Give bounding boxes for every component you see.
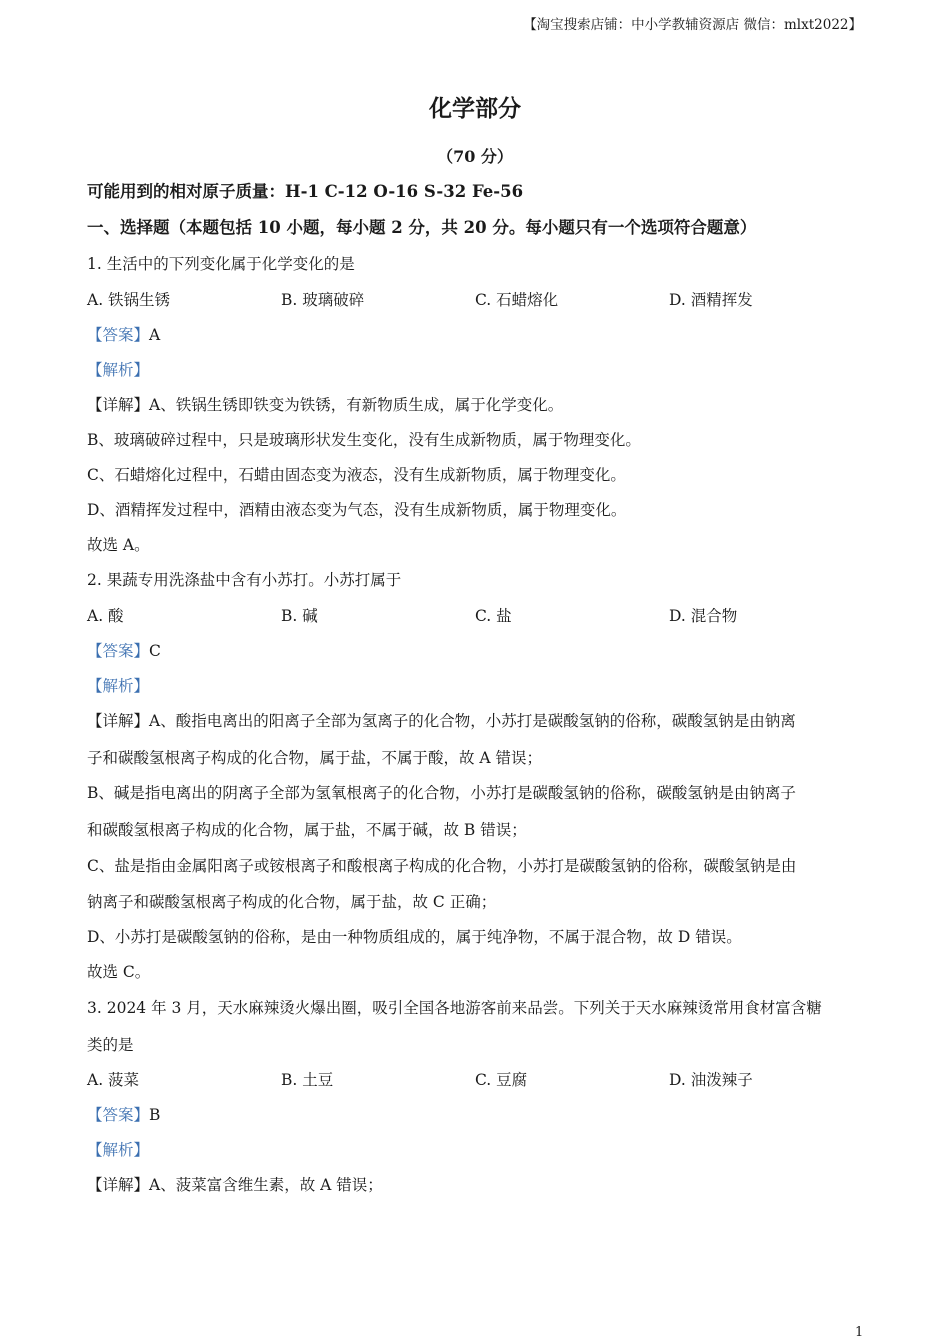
analysis-label: 【解析】	[87, 361, 150, 379]
detail-label: 【详解】	[87, 396, 150, 414]
q2-option-a: A. 酸	[87, 607, 124, 625]
q3-analysis	[87, 1140, 149, 1160]
q1-detail-c: C、石蜡熔化过程中，石蜡由固态变为液态，没有生成新物质，属于物理变化。	[87, 466, 626, 484]
analysis-label: 【解析】	[87, 677, 150, 695]
q2-option-b: B. 碱	[281, 607, 318, 625]
detail-label: 【详解】	[87, 712, 150, 730]
q1-option-d: D. 酒精挥发	[669, 291, 753, 309]
q3-stem-line2: 类的是	[87, 1036, 134, 1054]
section-heading: 一、选择题（本题包括 10 小题，每小题 2 分，共 20 分。每小题只有一个选项符合题意）	[87, 218, 757, 237]
q2-option-c: C. 盐	[475, 607, 512, 625]
q1-answer	[87, 325, 160, 345]
answer-label: 【答案】	[87, 326, 150, 344]
header-note: 【淘宝搜索店铺：中小学教辅资源店 微信：mlxt2022】	[523, 17, 862, 33]
q1-detail-a	[87, 395, 563, 415]
q1-stem: 1. 生活中的下列变化属于化学变化的是	[87, 255, 355, 273]
q2-answer-value: C	[149, 642, 161, 660]
q3-answer-value: B	[149, 1106, 161, 1124]
q3-option-d: D. 油泼辣子	[669, 1071, 753, 1089]
q1-option-b: B. 玻璃破碎	[281, 291, 365, 309]
total-score: （70 分）	[437, 147, 513, 166]
q1-option-a: A. 铁锅生锈	[87, 291, 171, 309]
q1-detail-a-text: A、铁锅生锈即铁变为铁锈，有新物质生成，属于化学变化。	[149, 396, 564, 414]
q2-detail-b2: 和碳酸氢根离子构成的化合物，属于盐，不属于碱，故 B 错误；	[87, 821, 527, 839]
q1-conclusion: 故选 A。	[87, 536, 150, 554]
q2-conclusion: 故选 C。	[87, 963, 151, 981]
q3-option-a: A. 菠菜	[87, 1071, 140, 1089]
q1-detail-d: D、酒精挥发过程中，酒精由液态变为气态，没有生成新物质，属于物理变化。	[87, 501, 627, 519]
q3-answer	[87, 1105, 160, 1125]
q2-detail-a1	[87, 711, 796, 731]
q2-detail-c1: C、盐是指由金属阳离子或铵根离子和酸根离子构成的化合物，小苏打是碳酸氢钠的俗称，碳酸氢钠是由	[87, 857, 797, 875]
page-title: 化学部分	[429, 95, 521, 122]
q1-analysis	[87, 360, 149, 380]
q3-detail-a-text: A、菠菜富含维生素，故 A 错误；	[149, 1176, 383, 1194]
q1-option-c: C. 石蜡熔化	[475, 291, 559, 309]
q1-detail-b: B、玻璃破碎过程中，只是玻璃形状发生变化，没有生成新物质，属于物理变化。	[87, 431, 641, 449]
q2-answer	[87, 641, 161, 661]
q2-detail-c2: 钠离子和碳酸氢根离子构成的化合物，属于盐，故 C 正确；	[87, 893, 497, 911]
answer-label: 【答案】	[87, 642, 150, 660]
q2-detail-a1-text: A、酸指电离出的阳离子全部为氢离子的化合物，小苏打是碳酸氢钠的俗称，碳酸氢钠是由钠离	[149, 712, 796, 730]
q2-option-d: D. 混合物	[669, 607, 738, 625]
q2-detail-d: D、小苏打是碳酸氢钠的俗称，是由一种物质组成的，属于纯净物，不属于混合物，故 D 错误。	[87, 928, 742, 946]
q2-analysis	[87, 676, 149, 696]
q3-stem-line1: 3. 2024 年 3 月，天水麻辣烫火爆出圈，吸引全国各地游客前来品尝。下列关于天水麻辣烫常用食材富含糖	[87, 999, 822, 1017]
q3-detail-a	[87, 1175, 383, 1195]
atomic-masses: 可能用到的相对原子质量：H-1 C-12 O-16 S-32 Fe-56	[87, 182, 524, 201]
q2-detail-a2: 子和碳酸氢根离子构成的化合物，属于盐，不属于酸，故 A 错误；	[87, 749, 543, 767]
q3-option-b: B. 土豆	[281, 1071, 334, 1089]
q1-answer-value: A	[149, 326, 161, 344]
q2-detail-b1: B、碱是指电离出的阴离子全部为氢氧根离子的化合物，小苏打是碳酸氢钠的俗称，碳酸氢钠是由钠离子	[87, 784, 796, 802]
q2-stem: 2. 果蔬专用洗涤盐中含有小苏打。小苏打属于	[87, 571, 402, 589]
page-number: 1	[855, 1325, 864, 1340]
q3-option-c: C. 豆腐	[475, 1071, 528, 1089]
analysis-label: 【解析】	[87, 1141, 150, 1159]
answer-label: 【答案】	[87, 1106, 150, 1124]
detail-label: 【详解】	[87, 1176, 150, 1194]
